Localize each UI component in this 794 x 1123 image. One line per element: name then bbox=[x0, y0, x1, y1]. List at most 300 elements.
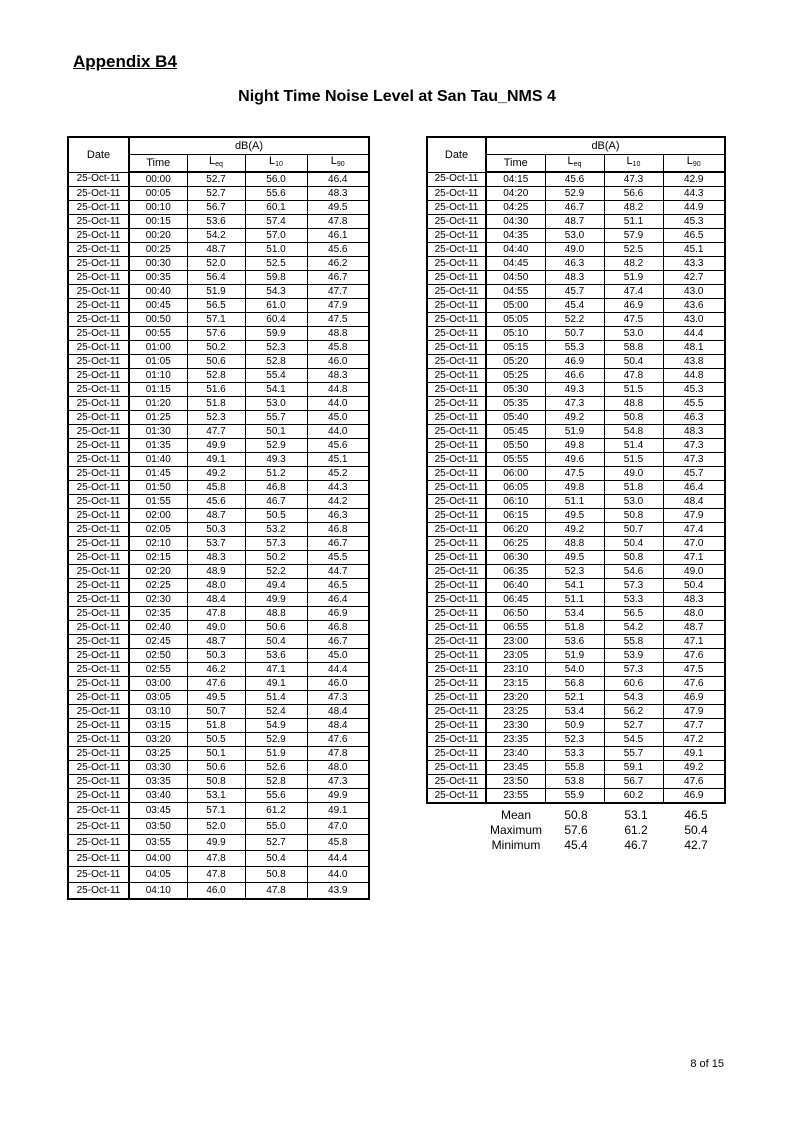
summary-label: Mean bbox=[500, 808, 532, 822]
table-row bbox=[427, 537, 725, 551]
summary-label: Maximum bbox=[489, 823, 542, 837]
l10-cell: 51.9 bbox=[604, 271, 663, 285]
l10-cell: 59.8 bbox=[245, 271, 307, 285]
table-row bbox=[427, 635, 725, 649]
leq-cell: 50.3 bbox=[187, 523, 245, 537]
table-row bbox=[68, 649, 369, 663]
time-cell: 01:15 bbox=[129, 383, 187, 397]
time-cell: 06:20 bbox=[486, 523, 545, 537]
date-cell: 25-Oct-11 bbox=[427, 719, 486, 733]
table-row bbox=[68, 453, 369, 467]
l10-cell: 51.4 bbox=[604, 439, 663, 453]
l90-cell: 45.5 bbox=[307, 551, 369, 565]
date-cell: 25-Oct-11 bbox=[68, 705, 129, 719]
l90-cell: 47.6 bbox=[663, 775, 725, 789]
l90-cell: 46.0 bbox=[307, 355, 369, 369]
l90-cell: 46.7 bbox=[307, 537, 369, 551]
table-row bbox=[427, 789, 725, 804]
l10-cell: 51.9 bbox=[245, 747, 307, 761]
l90-cell: 47.1 bbox=[663, 551, 725, 565]
l90-cell: 48.0 bbox=[307, 761, 369, 775]
l10-cell: 56.0 bbox=[245, 172, 307, 187]
table-row bbox=[68, 285, 369, 299]
date-cell: 25-Oct-11 bbox=[427, 369, 486, 383]
l90-cell: 43.0 bbox=[663, 285, 725, 299]
time-cell: 00:10 bbox=[129, 201, 187, 215]
time-cell: 02:10 bbox=[129, 537, 187, 551]
l90-cell: 45.5 bbox=[663, 397, 725, 411]
l10-cell: 60.4 bbox=[245, 313, 307, 327]
time-cell: 02:05 bbox=[129, 523, 187, 537]
time-cell: 03:55 bbox=[129, 835, 187, 851]
table-row bbox=[427, 453, 725, 467]
table-row bbox=[427, 215, 725, 229]
table-row bbox=[68, 425, 369, 439]
l10-cell: 53.2 bbox=[245, 523, 307, 537]
l10-cell: 49.4 bbox=[245, 579, 307, 593]
l90-cell: 48.3 bbox=[307, 187, 369, 201]
time-cell: 02:45 bbox=[129, 635, 187, 649]
leq-cell: 55.8 bbox=[545, 761, 604, 775]
time-cell: 23:45 bbox=[486, 761, 545, 775]
l10-cell: 55.4 bbox=[245, 369, 307, 383]
leq-cell: 51.9 bbox=[187, 285, 245, 299]
date-cell: 25-Oct-11 bbox=[68, 883, 129, 900]
time-cell: 00:45 bbox=[129, 299, 187, 313]
l90-cell: 48.4 bbox=[663, 495, 725, 509]
leq-cell: 49.6 bbox=[545, 453, 604, 467]
leq-cell: 46.0 bbox=[187, 883, 245, 900]
noise-table-right bbox=[426, 136, 726, 804]
l10-cell: 48.2 bbox=[604, 257, 663, 271]
l10-cell: 48.2 bbox=[604, 201, 663, 215]
time-cell: 01:00 bbox=[129, 341, 187, 355]
noise-table-right-body bbox=[427, 172, 725, 803]
table-row bbox=[68, 369, 369, 383]
l90-cell: 43.6 bbox=[663, 299, 725, 313]
date-cell: 25-Oct-11 bbox=[427, 439, 486, 453]
table-row bbox=[68, 663, 369, 677]
date-cell: 25-Oct-11 bbox=[427, 229, 486, 243]
date-cell: 25-Oct-11 bbox=[427, 201, 486, 215]
table-row bbox=[427, 551, 725, 565]
leq-cell: 53.6 bbox=[545, 635, 604, 649]
l10-cell: 50.4 bbox=[245, 851, 307, 867]
leq-cell: 48.7 bbox=[187, 243, 245, 257]
time-cell: 05:20 bbox=[486, 355, 545, 369]
l90-cell: 45.0 bbox=[307, 649, 369, 663]
leq-cell: 48.9 bbox=[187, 565, 245, 579]
date-cell: 25-Oct-11 bbox=[68, 719, 129, 733]
leq-cell: 53.4 bbox=[545, 705, 604, 719]
table-row bbox=[68, 677, 369, 691]
l10-cell: 58.8 bbox=[604, 341, 663, 355]
table-row bbox=[68, 775, 369, 789]
leq-cell: 56.4 bbox=[187, 271, 245, 285]
table-row bbox=[427, 621, 725, 635]
time-cell: 06:35 bbox=[486, 565, 545, 579]
time-cell: 00:30 bbox=[129, 257, 187, 271]
table-row bbox=[68, 691, 369, 705]
leq-cell: 47.5 bbox=[545, 467, 604, 481]
date-cell: 25-Oct-11 bbox=[427, 341, 486, 355]
l10-cell: 53.0 bbox=[604, 327, 663, 341]
leq-cell: 53.6 bbox=[187, 215, 245, 229]
table-row bbox=[68, 355, 369, 369]
l90-cell: 45.1 bbox=[307, 453, 369, 467]
l10-cell: 53.3 bbox=[604, 593, 663, 607]
date-cell: 25-Oct-11 bbox=[68, 565, 129, 579]
l10-cell: 51.5 bbox=[604, 453, 663, 467]
leq-cell: 57.1 bbox=[187, 313, 245, 327]
l90-cell: 45.0 bbox=[307, 411, 369, 425]
time-cell: 02:20 bbox=[129, 565, 187, 579]
time-cell: 02:35 bbox=[129, 607, 187, 621]
table-row bbox=[427, 663, 725, 677]
summary-leq: 45.4 bbox=[564, 838, 588, 852]
l90-cell: 42.9 bbox=[663, 172, 725, 187]
date-cell: 25-Oct-11 bbox=[427, 593, 486, 607]
table-row bbox=[427, 593, 725, 607]
table-row bbox=[427, 523, 725, 537]
summary-leq: 50.8 bbox=[564, 808, 588, 822]
table-row bbox=[427, 495, 725, 509]
time-cell: 03:20 bbox=[129, 733, 187, 747]
l90-cell: 47.0 bbox=[663, 537, 725, 551]
table-row bbox=[427, 187, 725, 201]
time-cell: 05:40 bbox=[486, 411, 545, 425]
l10-cell: 57.0 bbox=[245, 229, 307, 243]
time-cell: 00:20 bbox=[129, 229, 187, 243]
date-cell: 25-Oct-11 bbox=[68, 607, 129, 621]
l90-cell: 47.5 bbox=[307, 313, 369, 327]
table-row bbox=[68, 172, 369, 187]
date-cell: 25-Oct-11 bbox=[427, 187, 486, 201]
l90-cell: 44.8 bbox=[663, 369, 725, 383]
date-cell: 25-Oct-11 bbox=[68, 635, 129, 649]
date-cell: 25-Oct-11 bbox=[68, 215, 129, 229]
date-cell: 25-Oct-11 bbox=[427, 621, 486, 635]
table-row bbox=[427, 425, 725, 439]
leq-cell: 49.0 bbox=[187, 621, 245, 635]
l10-cell: 52.8 bbox=[245, 355, 307, 369]
l90-cell: 42.7 bbox=[663, 271, 725, 285]
l90-cell: 45.1 bbox=[663, 243, 725, 257]
table-row bbox=[427, 313, 725, 327]
leq-cell: 49.9 bbox=[187, 439, 245, 453]
time-cell: 06:45 bbox=[486, 593, 545, 607]
leq-cell: 49.2 bbox=[545, 523, 604, 537]
table-row bbox=[427, 341, 725, 355]
time-cell: 02:55 bbox=[129, 663, 187, 677]
leq-cell: 50.3 bbox=[187, 649, 245, 663]
l90-cell: 47.1 bbox=[663, 635, 725, 649]
summary-label: Minimum bbox=[491, 838, 541, 852]
noise-table-left-body bbox=[68, 172, 369, 899]
time-cell: 03:10 bbox=[129, 705, 187, 719]
table-row bbox=[68, 883, 369, 900]
l10-cell: 47.4 bbox=[604, 285, 663, 299]
table-row bbox=[68, 635, 369, 649]
date-cell: 25-Oct-11 bbox=[427, 649, 486, 663]
time-cell: 23:10 bbox=[486, 663, 545, 677]
leq-cell: 46.9 bbox=[545, 355, 604, 369]
date-cell: 25-Oct-11 bbox=[427, 747, 486, 761]
time-cell: 03:25 bbox=[129, 747, 187, 761]
leq-cell: 51.1 bbox=[545, 495, 604, 509]
date-cell: 25-Oct-11 bbox=[427, 411, 486, 425]
date-cell: 25-Oct-11 bbox=[427, 775, 486, 789]
leq-cell: 50.1 bbox=[187, 747, 245, 761]
l10-cell: 52.5 bbox=[245, 257, 307, 271]
leq-cell: 52.2 bbox=[545, 313, 604, 327]
l90-cell: 47.0 bbox=[307, 819, 369, 835]
l90-cell: 47.9 bbox=[663, 509, 725, 523]
l90-cell: 43.0 bbox=[663, 313, 725, 327]
l10-cell: 50.8 bbox=[604, 411, 663, 425]
time-cell: 05:10 bbox=[486, 327, 545, 341]
date-cell: 25-Oct-11 bbox=[427, 551, 486, 565]
l90-header-sub: 90 bbox=[336, 161, 345, 168]
leq-cell: 53.4 bbox=[545, 607, 604, 621]
table-row bbox=[427, 579, 725, 593]
time-cell: 01:20 bbox=[129, 397, 187, 411]
summary-leq: 57.6 bbox=[564, 823, 588, 837]
time-cell: 06:15 bbox=[486, 509, 545, 523]
l90-cell: 44.4 bbox=[307, 663, 369, 677]
l10-cell: 52.8 bbox=[245, 775, 307, 789]
time-cell: 06:00 bbox=[486, 467, 545, 481]
l90-cell: 46.8 bbox=[307, 621, 369, 635]
table-row bbox=[68, 789, 369, 803]
time-cell: 03:45 bbox=[129, 803, 187, 819]
l90-cell: 47.3 bbox=[663, 439, 725, 453]
date-cell: 25-Oct-11 bbox=[427, 635, 486, 649]
l90-cell: 44.3 bbox=[307, 481, 369, 495]
leq-cell: 50.6 bbox=[187, 761, 245, 775]
time-cell: 01:10 bbox=[129, 369, 187, 383]
time-cell: 03:30 bbox=[129, 761, 187, 775]
date-cell: 25-Oct-11 bbox=[68, 523, 129, 537]
leq-cell: 50.6 bbox=[187, 355, 245, 369]
time-cell: 00:40 bbox=[129, 285, 187, 299]
table-row bbox=[427, 383, 725, 397]
leq-cell: 55.9 bbox=[545, 789, 604, 804]
l10-cell: 50.6 bbox=[245, 621, 307, 635]
time-cell: 02:50 bbox=[129, 649, 187, 663]
table-row bbox=[427, 201, 725, 215]
l90-cell: 47.6 bbox=[663, 649, 725, 663]
leq-cell: 56.8 bbox=[545, 677, 604, 691]
date-cell: 25-Oct-11 bbox=[68, 691, 129, 705]
l90-header-main: L bbox=[330, 155, 337, 167]
l10-cell: 52.5 bbox=[604, 243, 663, 257]
date-cell: 25-Oct-11 bbox=[68, 537, 129, 551]
time-cell: 03:05 bbox=[129, 691, 187, 705]
table-row bbox=[427, 299, 725, 313]
leq-cell: 48.0 bbox=[187, 579, 245, 593]
date-header: Date bbox=[427, 137, 486, 172]
time-cell: 01:40 bbox=[129, 453, 187, 467]
leq-cell: 49.2 bbox=[187, 467, 245, 481]
date-cell: 25-Oct-11 bbox=[68, 341, 129, 355]
l90-cell: 47.7 bbox=[307, 285, 369, 299]
l90-cell: 47.8 bbox=[307, 215, 369, 229]
table-row bbox=[68, 719, 369, 733]
summary-table bbox=[486, 808, 726, 853]
leq-cell: 49.5 bbox=[187, 691, 245, 705]
table-row bbox=[68, 397, 369, 411]
date-cell: 25-Oct-11 bbox=[427, 565, 486, 579]
l10-cell: 48.8 bbox=[604, 397, 663, 411]
l90-header-sub: 90 bbox=[692, 161, 701, 168]
l90-cell: 43.9 bbox=[307, 883, 369, 900]
l90-cell: 48.3 bbox=[307, 369, 369, 383]
date-cell: 25-Oct-11 bbox=[427, 523, 486, 537]
l10-cell: 56.2 bbox=[604, 705, 663, 719]
time-cell: 23:50 bbox=[486, 775, 545, 789]
leq-cell: 52.3 bbox=[187, 411, 245, 425]
summary-l90: 50.4 bbox=[684, 823, 708, 837]
time-cell: 00:15 bbox=[129, 215, 187, 229]
l10-cell: 55.7 bbox=[604, 747, 663, 761]
l10-cell: 57.3 bbox=[604, 663, 663, 677]
l10-cell: 52.7 bbox=[245, 835, 307, 851]
l90-cell: 49.9 bbox=[307, 789, 369, 803]
time-cell: 06:55 bbox=[486, 621, 545, 635]
l90-cell: 47.9 bbox=[307, 299, 369, 313]
date-cell: 25-Oct-11 bbox=[68, 747, 129, 761]
date-cell: 25-Oct-11 bbox=[68, 201, 129, 215]
table-row bbox=[427, 243, 725, 257]
leq-cell: 46.6 bbox=[545, 369, 604, 383]
l10-cell: 49.0 bbox=[604, 467, 663, 481]
l10-cell: 51.4 bbox=[245, 691, 307, 705]
table-row bbox=[68, 579, 369, 593]
leq-cell: 48.3 bbox=[187, 551, 245, 565]
leq-cell: 48.7 bbox=[187, 509, 245, 523]
l10-cell: 60.1 bbox=[245, 201, 307, 215]
time-cell: 00:35 bbox=[129, 271, 187, 285]
l10-cell: 53.6 bbox=[245, 649, 307, 663]
l90-cell: 47.6 bbox=[307, 733, 369, 747]
table-row bbox=[68, 803, 369, 819]
leq-cell: 56.5 bbox=[187, 299, 245, 313]
time-cell: 04:50 bbox=[486, 271, 545, 285]
summary-l10: 61.2 bbox=[624, 823, 648, 837]
table-row bbox=[68, 537, 369, 551]
table-row bbox=[427, 775, 725, 789]
leq-cell: 49.0 bbox=[545, 243, 604, 257]
l10-cell: 59.1 bbox=[604, 761, 663, 775]
l90-cell: 46.1 bbox=[307, 229, 369, 243]
l90-cell: 45.3 bbox=[663, 383, 725, 397]
l10-cell: 56.5 bbox=[604, 607, 663, 621]
l10-header-main: L bbox=[269, 155, 276, 167]
table-row bbox=[427, 355, 725, 369]
l90-cell: 44.0 bbox=[307, 425, 369, 439]
date-cell: 25-Oct-11 bbox=[68, 481, 129, 495]
leq-cell: 45.6 bbox=[545, 172, 604, 187]
date-cell: 25-Oct-11 bbox=[427, 761, 486, 775]
l90-cell: 50.4 bbox=[663, 579, 725, 593]
leq-cell: 45.8 bbox=[187, 481, 245, 495]
leq-cell: 49.5 bbox=[545, 509, 604, 523]
date-cell: 25-Oct-11 bbox=[427, 733, 486, 747]
leq-cell: 49.8 bbox=[545, 439, 604, 453]
l10-cell: 51.0 bbox=[245, 243, 307, 257]
table-row bbox=[68, 509, 369, 523]
date-cell: 25-Oct-11 bbox=[68, 835, 129, 851]
l90-header bbox=[307, 155, 369, 173]
appendix-title: Appendix B4 bbox=[73, 52, 177, 71]
l10-cell: 51.2 bbox=[245, 467, 307, 481]
leq-cell: 48.3 bbox=[545, 271, 604, 285]
table-row bbox=[68, 819, 369, 835]
date-cell: 25-Oct-11 bbox=[68, 299, 129, 313]
dba-header: dB(A) bbox=[129, 137, 369, 155]
date-cell: 25-Oct-11 bbox=[68, 819, 129, 835]
l10-cell: 53.0 bbox=[245, 397, 307, 411]
leq-cell: 51.8 bbox=[187, 719, 245, 733]
time-cell: 23:15 bbox=[486, 677, 545, 691]
l10-cell: 55.7 bbox=[245, 411, 307, 425]
date-cell: 25-Oct-11 bbox=[68, 327, 129, 341]
time-cell: 23:05 bbox=[486, 649, 545, 663]
l90-cell: 44.7 bbox=[307, 565, 369, 579]
table-row bbox=[68, 747, 369, 761]
l10-cell: 57.3 bbox=[245, 537, 307, 551]
leq-cell: 49.3 bbox=[545, 383, 604, 397]
l10-cell: 52.9 bbox=[245, 439, 307, 453]
date-cell: 25-Oct-11 bbox=[68, 733, 129, 747]
leq-header-main: L bbox=[209, 155, 216, 167]
l10-cell: 60.6 bbox=[604, 677, 663, 691]
date-cell: 25-Oct-11 bbox=[68, 243, 129, 257]
time-cell: 04:00 bbox=[129, 851, 187, 867]
table-row bbox=[68, 495, 369, 509]
date-cell: 25-Oct-11 bbox=[68, 761, 129, 775]
l10-cell: 55.8 bbox=[604, 635, 663, 649]
leq-cell: 48.7 bbox=[545, 215, 604, 229]
time-cell: 00:55 bbox=[129, 327, 187, 341]
table-row bbox=[427, 411, 725, 425]
leq-cell: 50.5 bbox=[187, 733, 245, 747]
table-row bbox=[427, 509, 725, 523]
table-row bbox=[427, 607, 725, 621]
table-row bbox=[68, 229, 369, 243]
l90-cell: 49.1 bbox=[307, 803, 369, 819]
time-cell: 04:55 bbox=[486, 285, 545, 299]
l10-cell: 46.7 bbox=[245, 495, 307, 509]
table-row bbox=[68, 523, 369, 537]
l90-cell: 48.4 bbox=[307, 719, 369, 733]
leq-cell: 45.6 bbox=[187, 495, 245, 509]
leq-cell: 55.3 bbox=[545, 341, 604, 355]
table-row bbox=[427, 719, 725, 733]
date-cell: 25-Oct-11 bbox=[68, 172, 129, 187]
date-cell: 25-Oct-11 bbox=[427, 397, 486, 411]
l10-cell: 52.2 bbox=[245, 565, 307, 579]
l10-cell: 50.7 bbox=[604, 523, 663, 537]
time-cell: 23:35 bbox=[486, 733, 545, 747]
leq-cell: 51.6 bbox=[187, 383, 245, 397]
l90-cell: 45.3 bbox=[663, 215, 725, 229]
leq-cell: 53.0 bbox=[545, 229, 604, 243]
date-cell: 25-Oct-11 bbox=[427, 355, 486, 369]
l90-cell: 44.2 bbox=[307, 495, 369, 509]
table-row bbox=[427, 761, 725, 775]
